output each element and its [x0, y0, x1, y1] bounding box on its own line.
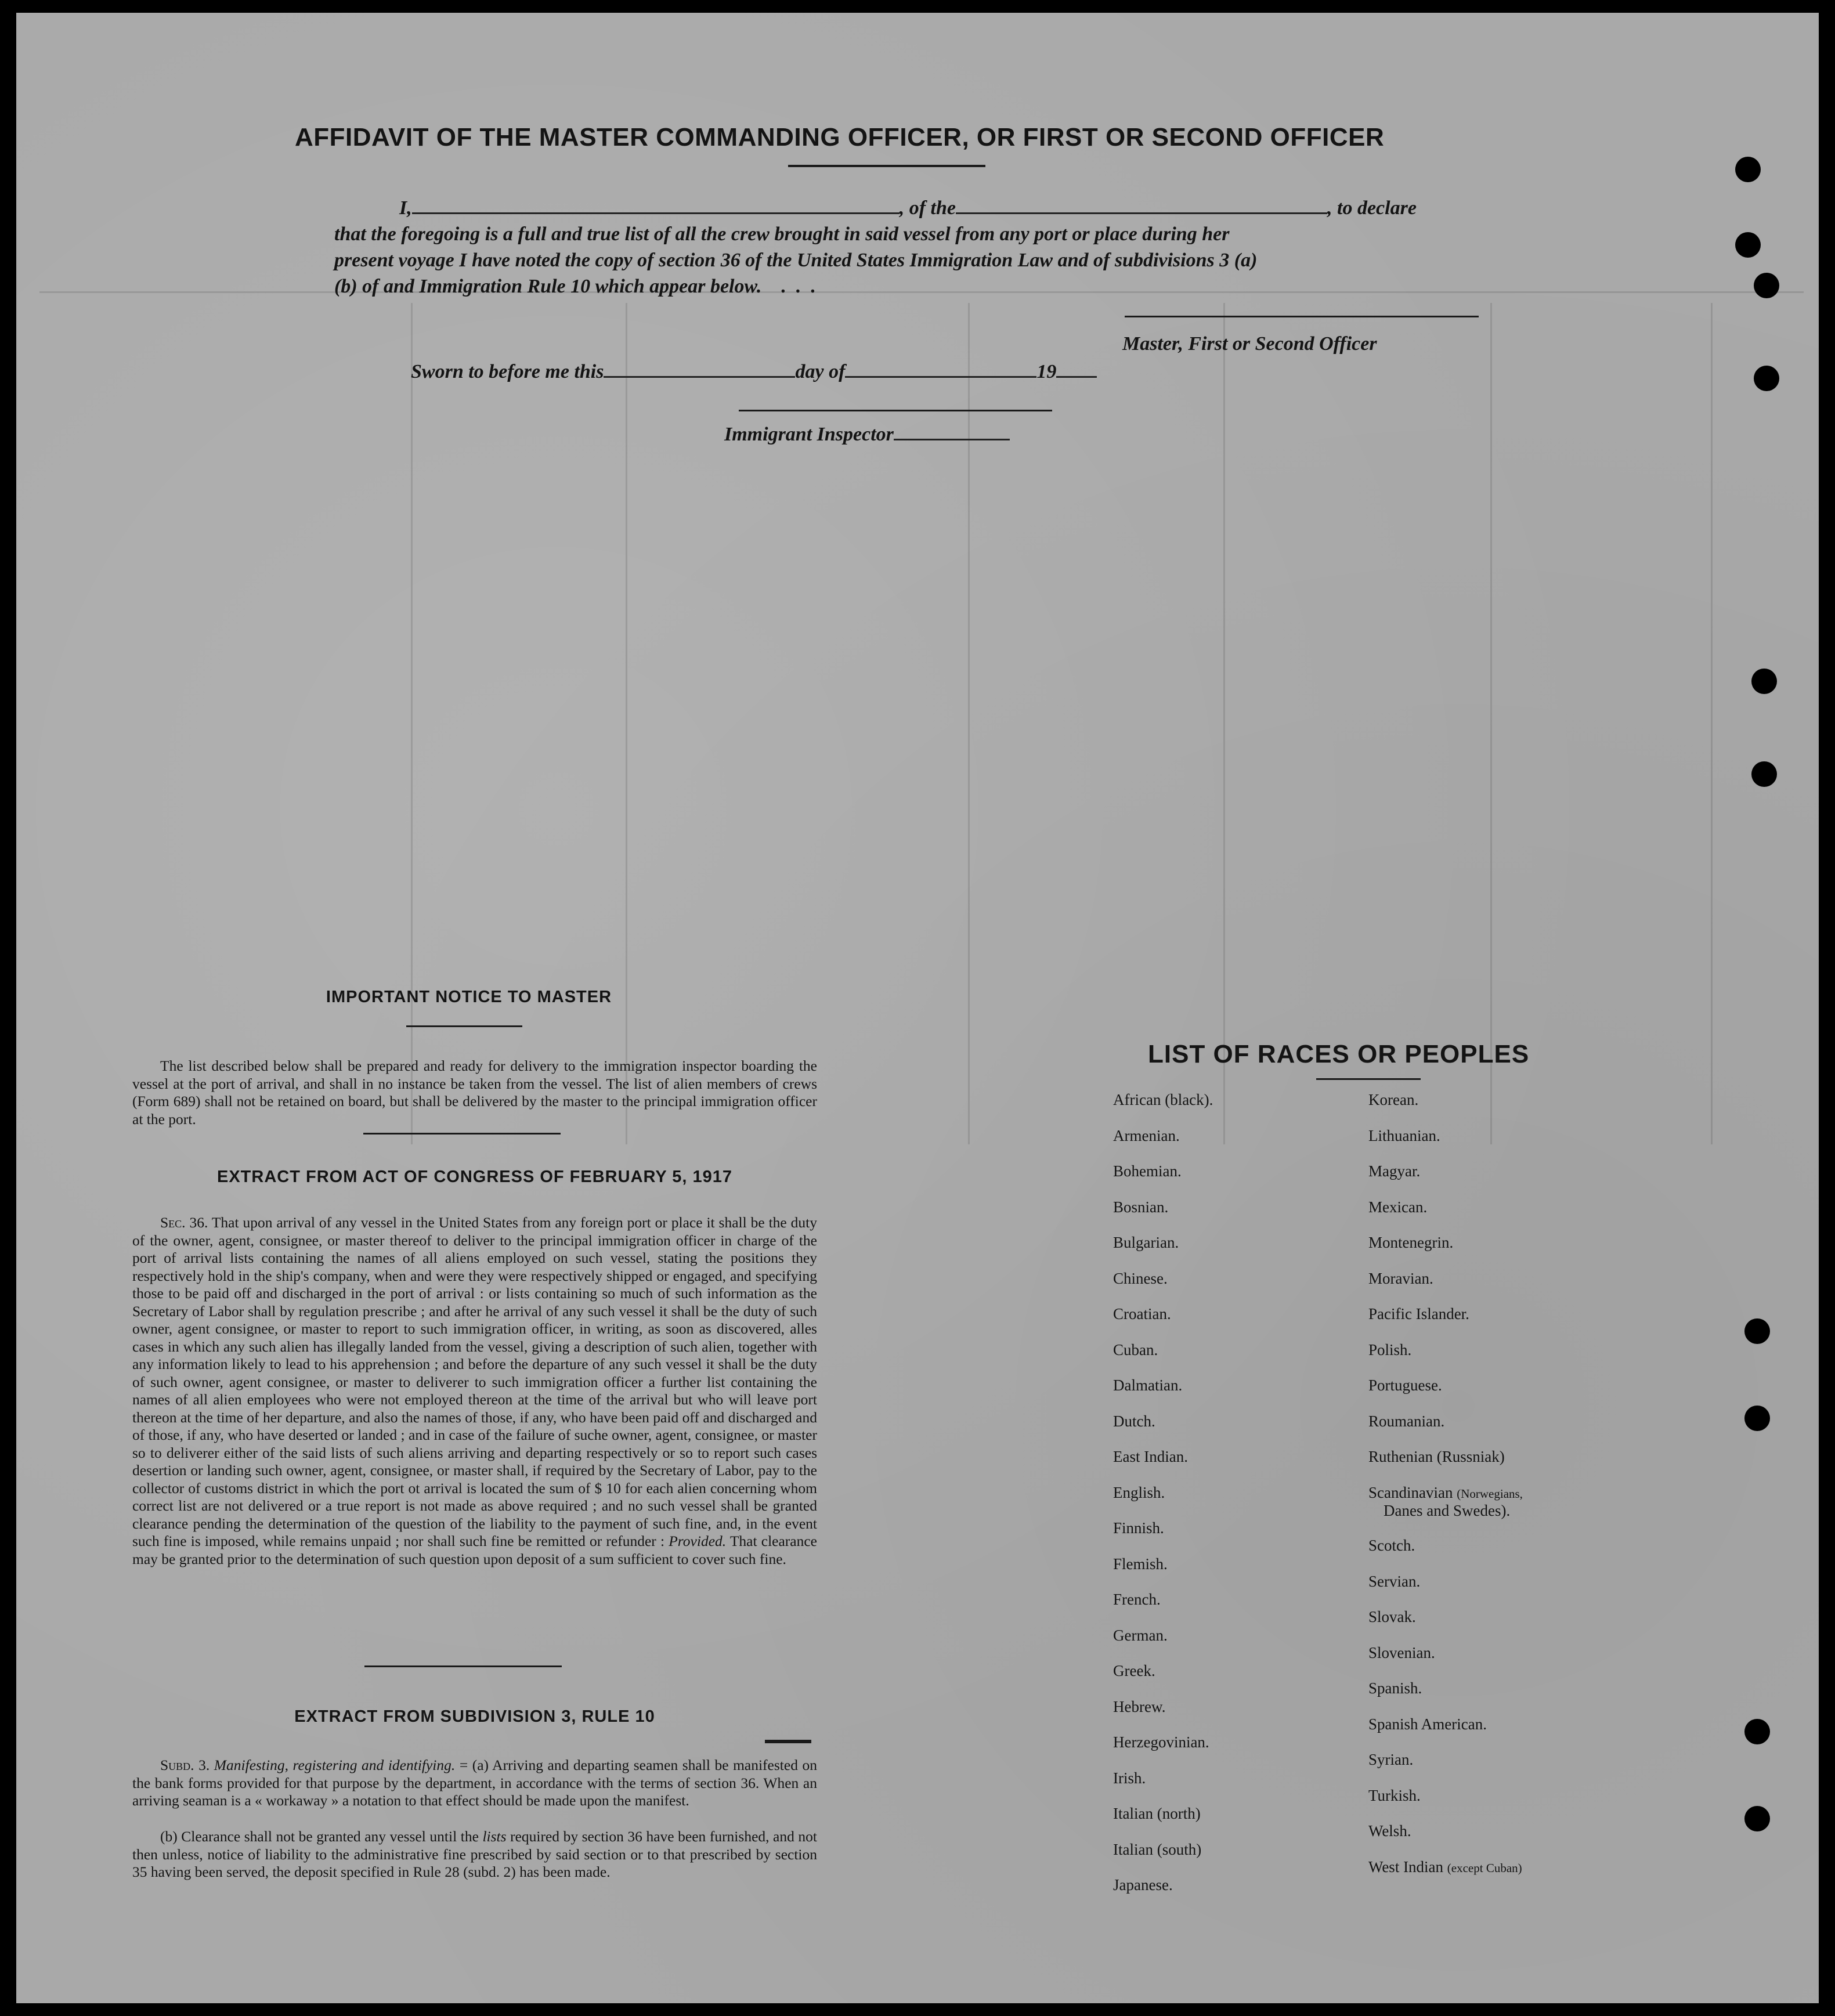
sec-36-text-end: That clearance may be granted prior to the determination of such question upon deposit of a sum sufficient to cover such fine.	[132, 1533, 817, 1567]
race-item	[1368, 1537, 1415, 1555]
rule-extract-body	[132, 1757, 817, 1810]
binder-hole	[1735, 157, 1761, 182]
race-item-label: Montenegrin.	[1368, 1234, 1454, 1251]
notice-title: IMPORTANT NOTICE TO MASTER	[326, 988, 612, 1006]
race-item: Bohemian.	[1113, 1162, 1182, 1180]
race-item-label: Magyar.	[1368, 1162, 1421, 1180]
rule-mark	[765, 1740, 811, 1743]
race-item	[1368, 1715, 1487, 1733]
race-item	[1368, 1305, 1469, 1323]
race-item: Italian (south)	[1113, 1840, 1202, 1858]
race-item-label: Pacific Islander.	[1368, 1305, 1469, 1323]
race-item	[1368, 1484, 1523, 1520]
declarant-name-field[interactable]	[412, 207, 900, 214]
vessel-name-field[interactable]	[956, 207, 1327, 214]
binder-hole	[1754, 273, 1779, 298]
title-divider	[788, 165, 985, 167]
race-item: Herzegovinian.	[1113, 1733, 1209, 1751]
to-declare-text: , to declare	[1327, 197, 1417, 219]
ghost-grid-line	[1223, 303, 1225, 1144]
race-item: Japanese.	[1113, 1876, 1173, 1894]
year-prefix: 19	[1036, 361, 1057, 382]
race-item-label: Ruthenian (Russniak)	[1368, 1448, 1505, 1465]
race-item-label: Portuguese.	[1368, 1376, 1442, 1394]
race-item-label: West Indian	[1368, 1858, 1444, 1876]
inspector-field[interactable]	[894, 433, 1010, 440]
race-item: Dalmatian.	[1113, 1376, 1183, 1394]
race-item	[1368, 1787, 1421, 1805]
ghost-grid-line	[626, 303, 627, 1144]
signature-line[interactable]	[1125, 316, 1479, 317]
sworn-day-field[interactable]	[604, 370, 795, 378]
race-item: Finnish.	[1113, 1519, 1164, 1537]
race-item-label: Polish.	[1368, 1341, 1412, 1359]
race-item: Greek.	[1113, 1662, 1155, 1679]
race-item-label: Spanish.	[1368, 1679, 1422, 1697]
rule-extract-body-b	[132, 1828, 817, 1881]
races-title: LIST OF RACES OR PEOPLES	[1148, 1040, 1530, 1068]
binder-hole	[1744, 1806, 1770, 1831]
affidavit-title: AFFIDAVIT OF THE MASTER COMMANDING OFFICER, OR FIRST OR SECOND OFFICER	[295, 123, 1385, 151]
race-item-label: Spanish American.	[1368, 1715, 1487, 1733]
of-the-text: , of the	[899, 197, 956, 219]
race-item	[1368, 1644, 1435, 1662]
race-item	[1368, 1341, 1411, 1359]
ghost-grid-line	[1490, 303, 1492, 1144]
race-item	[1368, 1162, 1420, 1180]
race-item-label: Mexican.	[1368, 1198, 1428, 1216]
race-note: (Norwegians,	[1457, 1486, 1523, 1501]
subd-3-label: Subd. 3.	[160, 1757, 210, 1773]
race-item-label: Welsh.	[1368, 1822, 1411, 1840]
race-item-label: Slovenian.	[1368, 1643, 1435, 1661]
binder-hole	[1744, 1719, 1770, 1744]
subd-3-heading: Manifesting, registering and identifying.	[214, 1757, 456, 1773]
notice-body: The list described below shall be prepared and ready for delivery to the immigration inspector boarding the vessel at the port of arrival, and shall in no instance be taken from the vessel. The list of alien members of crews (Form 689) shall not be retained on board, but shall be delivered by the master to the principal immigration officer at the port.	[132, 1057, 817, 1128]
race-item	[1368, 1127, 1440, 1145]
race-item: French.	[1113, 1591, 1161, 1608]
race-item: German.	[1113, 1626, 1168, 1644]
ghost-grid-line	[411, 303, 413, 1144]
race-item	[1368, 1448, 1505, 1466]
race-item: East Indian.	[1113, 1448, 1188, 1465]
binder-hole	[1744, 1318, 1770, 1344]
act-extract-body	[132, 1214, 817, 1568]
subd-3-lists-word: lists	[482, 1828, 507, 1845]
binder-hole	[1754, 366, 1779, 391]
signature-label: Master, First or Second Officer	[1122, 333, 1377, 355]
act-extract-title: EXTRACT FROM ACT OF CONGRESS OF FEBRUARY 5, 1917	[216, 1168, 733, 1186]
race-item-label: Moravian.	[1368, 1269, 1433, 1287]
affidavit-line-4-text: (b) of and Immigration Rule 10 which appear below.	[334, 276, 762, 297]
race-item	[1368, 1858, 1522, 1876]
sworn-year-field[interactable]	[1056, 370, 1097, 378]
race-item-label: Syrian.	[1368, 1751, 1414, 1768]
race-item-label: Scandinavian	[1368, 1483, 1453, 1501]
race-item: Flemish.	[1113, 1555, 1168, 1573]
race-item: Croatian.	[1113, 1305, 1171, 1323]
ghost-grid-line	[1711, 303, 1713, 1144]
race-item	[1368, 1270, 1433, 1288]
day-of-text: day of	[795, 361, 846, 382]
race-item	[1368, 1376, 1442, 1394]
rule-extract-title: EXTRACT FROM SUBDIVISION 3, RULE 10	[294, 1707, 655, 1726]
race-item	[1368, 1412, 1444, 1430]
affidavit-line-2: that the foregoing is a full and true list of all the crew brought in said vessel from any port or place during her	[334, 223, 1230, 245]
race-item-label: Lithuanian.	[1368, 1126, 1440, 1144]
subd-3-para-a: = (a) Arriving and departing seamen shall be manifested on the bank forms provided for that purpose by the department, in accordance with the terms of section 36. When an arriving seaman is a « workaway » a notation to that effect should be made upon the manifest.	[132, 1757, 817, 1809]
binder-hole	[1735, 232, 1761, 258]
race-item-label: Slovak.	[1368, 1608, 1416, 1625]
provided-word: Provided.	[669, 1533, 727, 1549]
ghost-grid-line	[39, 291, 1804, 293]
binder-hole	[1751, 761, 1777, 787]
sworn-line	[411, 361, 1097, 383]
race-item: African (black).	[1113, 1091, 1213, 1108]
notice-end-divider	[363, 1133, 561, 1135]
declarant-prefix: I,	[399, 197, 412, 219]
affidavit-line-1	[399, 197, 1417, 219]
race-item	[1368, 1822, 1411, 1840]
notice-divider	[406, 1025, 522, 1027]
races-divider	[1316, 1078, 1421, 1080]
race-item: Bosnian.	[1113, 1198, 1169, 1216]
race-item	[1368, 1751, 1413, 1769]
subd-3-para-b-2: required by section 36 have been furnished, and not then unless, notice of liability to the administrative fine prescribed by said section or to that prescribed by section 35 having been served, the deposit specified in Rule 28 (subd. 2) has been made.	[132, 1828, 817, 1880]
sec-36-label: Sec. 36.	[160, 1214, 208, 1231]
race-item: Armenian.	[1113, 1126, 1180, 1144]
binder-hole	[1751, 669, 1777, 694]
inspector-signature-line[interactable]	[739, 410, 1052, 411]
document-page	[16, 13, 1819, 2003]
race-item: English.	[1113, 1483, 1165, 1501]
race-note: (except Cuban)	[1447, 1860, 1522, 1875]
race-item	[1368, 1679, 1422, 1697]
act-end-divider	[364, 1665, 562, 1667]
race-item	[1368, 1234, 1453, 1252]
race-item: Hebrew.	[1113, 1697, 1166, 1715]
affidavit-line-4: (b) of and Immigration Rule 10 which appear below. . . .	[334, 276, 816, 297]
race-item-label: Korean.	[1368, 1091, 1419, 1108]
race-item-label: Roumanian.	[1368, 1412, 1445, 1430]
race-item: Irish.	[1113, 1769, 1146, 1787]
race-item: Bulgarian.	[1113, 1234, 1179, 1251]
race-item: Chinese.	[1113, 1269, 1168, 1287]
sec-36-text: That upon arrival of any vessel in the United States from any foreign port or place it shall be the duty of the owner, agent, consignee, or master thereof to deliver to the principal immigration officer in charge of the port of arrival lists containing the names of all aliens employed on such vessel, stating the positions they respectively hold in the ship's company, when and were they were respectively shipped or engaged, and specifying those to be paid off and discharged in the port of arrival : or lists containing so much of such information as the Secretary of Labor shall by regulation prescribe ; and after he arrival of any such vessel it shall be the duty of such owner, agent consignee, or master to report to such immigration officer, in writing, as soon as discovered, alles cases in which any such alien has illegally landed from the vessel, giving a description of such alien, together with any information likely to lead to his apprehension ; and before the departure of any such vessel it shall be the duty of such owner, agent consignee, or master to deliverer to such immigration officer a further list containing the names of all alien employees who were not employed thereon at the time of the arrival but who will leave port thereon at the time of her departure, and also the names of those, if any, who have been paid off and discharged and of those, if any, who have deserted or landed ; and in case of the failure of suche owner, agent, consignee, or master so to deliverer either of the said lists of such aliens arriving and departing respectively or so to report such cases desertion or landing such owner, agent, consignee, or master shall, if required by the Secretary of Labor, pay to the collector of customs district in which the port ot arrival is located the sum of $ 10 for each alien concerning whom correct list are not delivered or a true report is not made as above required ; and no such vessel shall be granted clearance pending the determination of the question of the liability to the payment of such fine, and, in the event such fine is imposed, while remains unpaid ; nor shall such fine be remitted or refunder :	[132, 1214, 818, 1549]
sworn-text: Sworn to before me this	[411, 361, 604, 382]
race-item: Cuban.	[1113, 1341, 1158, 1359]
subd-3-para-b-1: (b) Clearance shall not be granted any vessel until the	[160, 1828, 479, 1845]
race-item-label: Scotch.	[1368, 1537, 1415, 1554]
affidavit-line-3: present voyage I have noted the copy of section 36 of the United States Immigration Law and of subdivisions 3 (a)	[334, 250, 1258, 271]
race-note: Danes and Swedes).	[1384, 1501, 1511, 1519]
race-item: Italian (north)	[1113, 1805, 1201, 1822]
race-item-label: Turkish.	[1368, 1786, 1421, 1804]
race-item-label: Servian.	[1368, 1572, 1421, 1590]
race-item	[1368, 1091, 1418, 1109]
sworn-month-field[interactable]	[845, 370, 1036, 378]
race-item	[1368, 1573, 1420, 1591]
binder-hole	[1744, 1406, 1770, 1431]
inspector-label: Immigrant Inspector	[724, 424, 894, 445]
race-item: Dutch.	[1113, 1412, 1155, 1430]
race-item	[1368, 1608, 1416, 1626]
inspector-line	[724, 424, 1010, 446]
race-item	[1368, 1198, 1427, 1216]
